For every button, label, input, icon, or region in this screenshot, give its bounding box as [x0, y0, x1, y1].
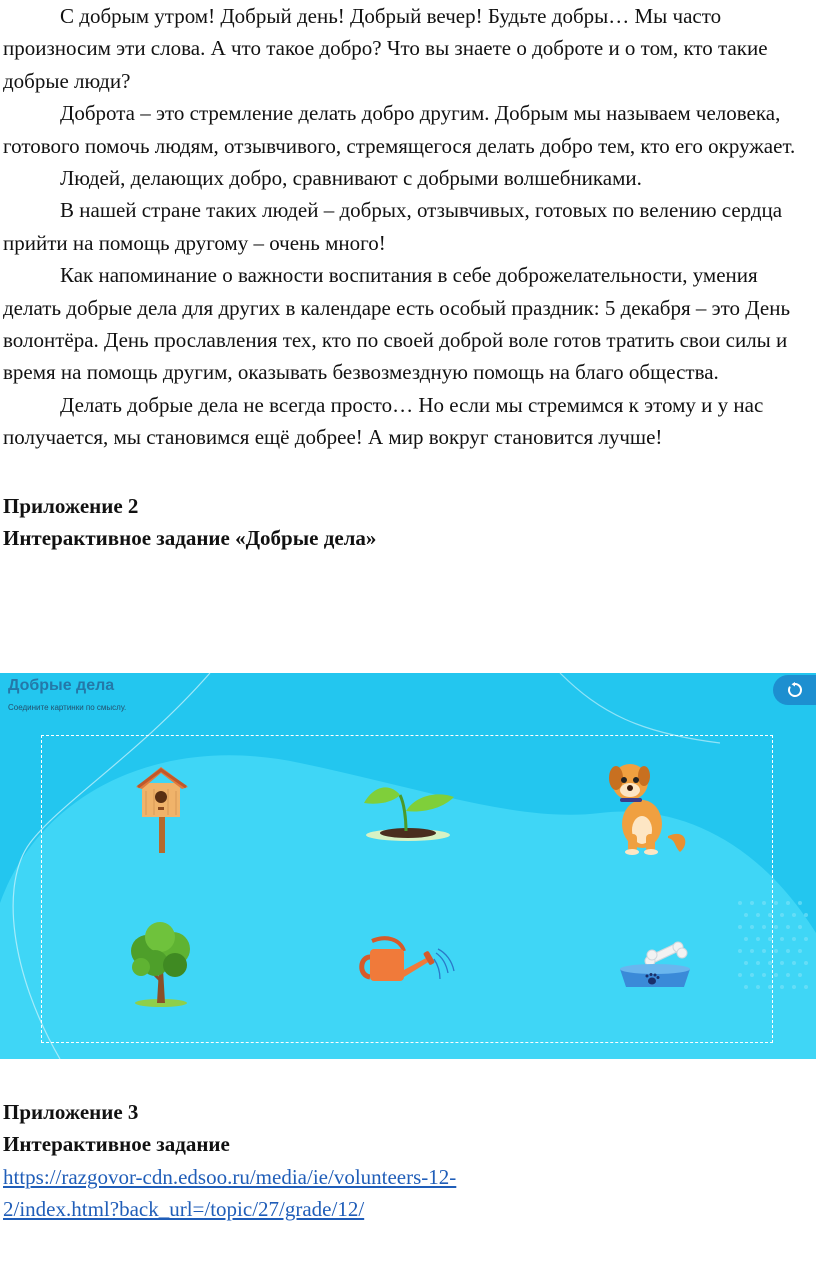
widget-title: Добрые дела [8, 677, 115, 694]
paragraph: Людей, делающих добро, сравнивают с добрыми волшебниками. [60, 166, 642, 191]
link-line-2[interactable] [3, 1193, 813, 1225]
paragraph: В нашей стране таких людей – добрых, отзывчивых, готовых по велению сердца прийти на помощь другому – очень много! [3, 198, 783, 255]
interactive-task-link[interactable]: https://razgovor-cdn.edsoo.ru/media/ie/volunteers-12- [3, 1164, 457, 1189]
paragraph: С добрым утром! Добрый день! Добрый вечер! Будьте добры… Мы часто произносим эти слова. А что такое добро? Что вы знаете о доброте и о том, кто такие добрые люди? [3, 4, 768, 93]
paragraph: Как напоминание о важности воспитания в себе доброжелательности, умения делать добрые дела для других в календаре есть особый праздник: 5 декабря – это День волонтёра. День прославления тех, кто по своей доброй воле готов тратить свои силы и время на помощь другим, оказывать безвозмездную помощь на благо общества. [3, 263, 791, 385]
watering-can-icon[interactable] [356, 935, 456, 999]
widget-instruction: Соедините картинки по смыслу. [8, 703, 127, 712]
appendix-3-subtitle: Интерактивное задание [3, 1132, 230, 1157]
dog-bowl-icon[interactable] [618, 941, 694, 991]
reset-button[interactable] [773, 675, 816, 705]
main-text [3, 0, 813, 555]
link-line-1[interactable] [3, 1161, 813, 1193]
appendix-3 [3, 1096, 813, 1226]
dog-icon[interactable] [608, 758, 694, 858]
interactive-task-link-continued[interactable]: 2/index.html?back_url=/topic/27/grade/12/ [3, 1197, 365, 1222]
appendix-3-title: Приложение 3 [3, 1100, 139, 1124]
interactive-widget [0, 673, 816, 1059]
appendix-2-subtitle: Интерактивное задание «Добрые дела» [3, 526, 377, 551]
appendix-2-title: Приложение 2 [3, 493, 139, 518]
reset-icon [787, 682, 803, 698]
tree-icon[interactable] [125, 921, 197, 1009]
birdhouse-icon[interactable] [132, 765, 192, 855]
paragraph: Доброта – это стремление делать добро другим. Добрым мы называем человека, готового помочь людям, отзывчивого, стремящегося делать добро тем, кто его окружает. [3, 101, 796, 158]
spacer [3, 454, 813, 490]
paragraph: Делать добрые дела не всегда просто… Но если мы стремимся к этому и у нас получается, мы становимся ещё добрее! А мир вокруг становится лучше! [3, 392, 764, 450]
sprout-icon[interactable] [360, 773, 460, 845]
